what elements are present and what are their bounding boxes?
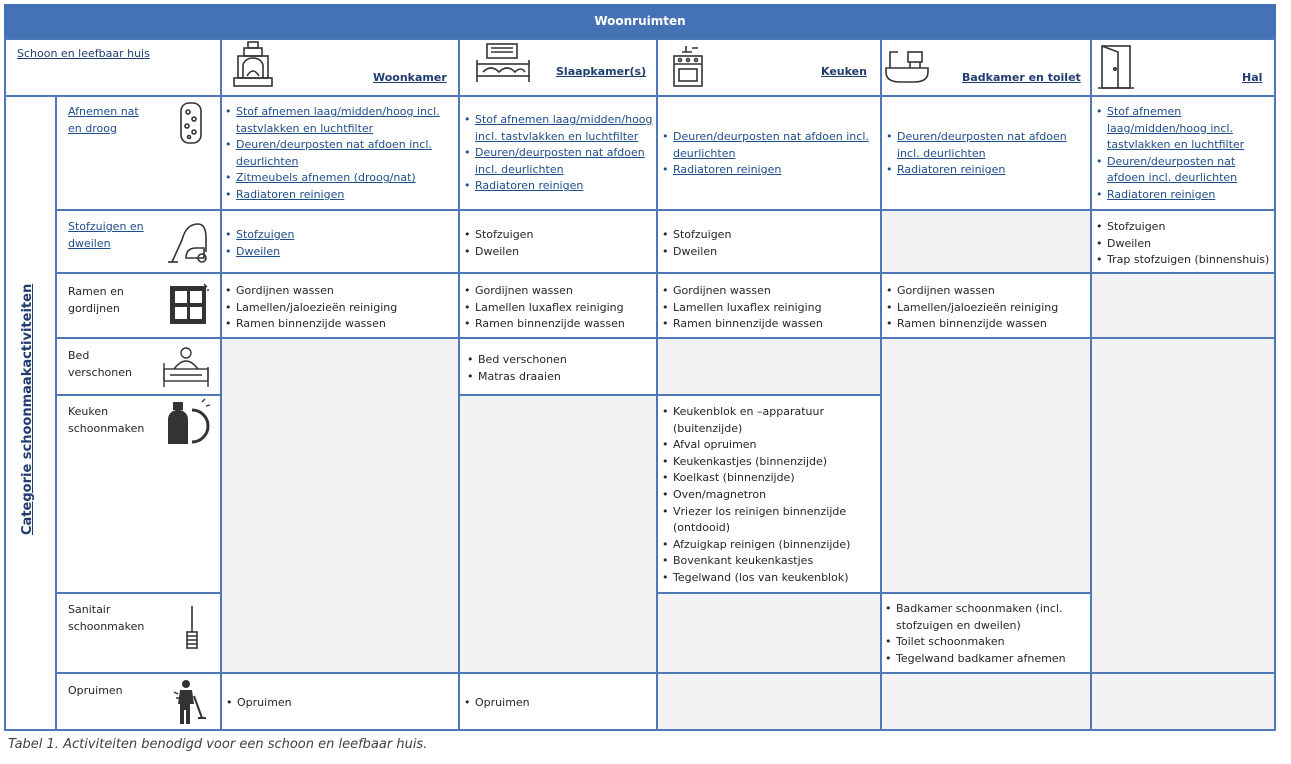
list-item[interactable]: • Zitmeubels afnemen (droog/nat) xyxy=(224,170,454,187)
list-item: • Matras draaien xyxy=(466,369,654,386)
rooms-header-band: Woonruimten xyxy=(4,4,1276,38)
list-item: • Opruimen xyxy=(463,695,655,712)
list-item[interactable]: • Stof afnemen laag/midden/hoog incl. tastvlakken en luchtfilter xyxy=(463,112,655,145)
list-item: • Tegelwand (los van keukenblok) xyxy=(661,570,876,587)
list-item: • Afzuigkap reinigen (binnenzijde) xyxy=(661,537,876,554)
list-item: • Dweilen xyxy=(1095,236,1275,253)
empty-cell xyxy=(658,674,880,730)
table-caption: Tabel 1. Activiteiten benodigd voor een schoon en leefbaar huis. xyxy=(8,737,428,752)
tidying-person-icon xyxy=(172,678,206,726)
list-item: • Stofzuigen xyxy=(1095,219,1275,236)
cell-list-opruimen-woonkamer xyxy=(225,695,455,712)
list-item[interactable]: • Deuren/deurposten nat afdoen incl. deurlichten xyxy=(463,145,655,178)
list-item: • Opruimen xyxy=(225,695,455,712)
list-item: • Keukenblok en –apparatuur (buitenzijde) xyxy=(661,404,876,437)
list-item[interactable]: • Deuren/deurposten nat afdoen incl. deurlichten xyxy=(661,129,876,162)
list-item: • Badkamer schoonmaken (incl. stofzuigen en dweilen) xyxy=(884,601,1084,634)
cell-list-stofzuigen-woonkamer xyxy=(224,227,454,260)
list-item: • Dweilen xyxy=(463,244,655,261)
list-item[interactable]: • Stof afnemen laag/midden/hoog incl. tastvlakken en luchtfilter xyxy=(224,104,454,137)
list-item[interactable]: • Dweilen xyxy=(224,244,454,261)
list-item: • Gordijnen wassen xyxy=(463,283,655,300)
toilet-brush-icon xyxy=(182,604,202,652)
list-item: • Gordijnen wassen xyxy=(224,283,454,300)
sponge-icon xyxy=(178,100,204,146)
cell-list-afnemen-badkamer xyxy=(885,129,1089,179)
list-item: • Bovenkant keukenkastjes xyxy=(661,553,876,570)
list-item[interactable]: • Deuren/deurposten nat afdoen incl. deurlichten xyxy=(224,137,454,170)
list-item: • Dweilen xyxy=(661,244,876,261)
list-item: • Lamellen luxaflex reiniging xyxy=(463,300,655,317)
cell-list-afnemen-slaapkamer xyxy=(463,112,655,195)
empty-cell xyxy=(1091,274,1276,672)
cell-list-opruimen-slaapkamer xyxy=(463,695,655,712)
stove-icon xyxy=(670,42,706,88)
list-item[interactable]: • Radiatoren reinigen xyxy=(661,162,876,179)
category-label: Keuken schoonmaken xyxy=(68,405,145,435)
list-item: • Vriezer los reinigen binnenzijde (ontdooid) xyxy=(661,504,876,537)
empty-cell xyxy=(221,339,459,672)
list-item: • Keukenkastjes (binnenzijde) xyxy=(661,454,876,471)
list-item: • Ramen binnenzijde wassen xyxy=(224,316,454,333)
bath-icon xyxy=(884,46,930,86)
door-icon xyxy=(1096,42,1136,90)
cell-list-ramen-keuken xyxy=(661,283,876,333)
list-item: • Stofzuigen xyxy=(661,227,876,244)
category-label: Ramen en gordijnen xyxy=(68,285,124,315)
list-item: • Oven/magnetron xyxy=(661,487,876,504)
list-item: • Stofzuigen xyxy=(463,227,655,244)
cell-list-afnemen-keuken xyxy=(661,129,876,179)
empty-cell xyxy=(881,211,1090,273)
list-item[interactable]: • Radiatoren reinigen xyxy=(463,178,655,195)
room-header-badkamer: Badkamer en toilet xyxy=(962,71,1081,84)
list-item: • Gordijnen wassen xyxy=(661,283,876,300)
list-item: • Lamellen luxaflex reiniging xyxy=(661,300,876,317)
list-item: • Lamellen/jaloezieën reiniging xyxy=(224,300,454,317)
room-header-keuken: Keuken xyxy=(821,65,867,78)
cell-list-ramen-slaapkamer xyxy=(463,283,655,333)
empty-cell xyxy=(1091,674,1276,730)
cell-list-ramen-badkamer xyxy=(885,283,1089,333)
category-label: Afnemen nat en droog xyxy=(68,105,139,135)
list-item: • Trap stofzuigen (binnenshuis) xyxy=(1095,252,1275,269)
list-item: • Ramen binnenzijde wassen xyxy=(463,316,655,333)
category-label: Bed verschonen xyxy=(68,349,132,379)
vacuum-icon xyxy=(164,218,210,264)
list-item[interactable]: • Deuren/deurposten nat afdoen incl. deurlichten xyxy=(885,129,1089,162)
spray-icon xyxy=(162,398,212,446)
list-item: • Afval opruimen xyxy=(661,437,876,454)
list-item[interactable]: • Radiatoren reinigen xyxy=(224,187,454,204)
cell-list-keuken-keuken xyxy=(661,404,876,587)
list-item: • Koelkast (binnenzijde) xyxy=(661,470,876,487)
room-header-hal: Hal xyxy=(1242,71,1263,84)
list-item[interactable]: • Stofzuigen xyxy=(224,227,454,244)
list-item: • Tegelwand badkamer afnemen xyxy=(884,651,1084,668)
list-item: • Lamellen/jaloezieën reiniging xyxy=(885,300,1089,317)
cell-list-afnemen-woonkamer xyxy=(224,104,454,204)
room-header-woonkamer: Woonkamer xyxy=(373,71,447,84)
side-title: Categorie schoonmaakactiviteiten xyxy=(20,283,35,535)
cell-list-bed-slaapkamer xyxy=(466,352,654,385)
room-header-slaapkamer: Slaapkamer(s) xyxy=(556,65,647,78)
empty-cell xyxy=(658,339,880,395)
category-label: Sanitair schoonmaken xyxy=(68,603,145,633)
cell-list-stofzuigen-slaapkamer xyxy=(463,227,655,260)
cell-list-stofzuigen-hal xyxy=(1095,219,1275,269)
list-item: • Ramen binnenzijde wassen xyxy=(661,316,876,333)
cell-list-ramen-woonkamer xyxy=(224,283,454,333)
bedroom-icon xyxy=(473,42,533,84)
corner-title: Schoon en leefbaar huis xyxy=(17,47,150,60)
list-item[interactable]: • Stof afnemen laag/midden/hoog incl. tastvlakken en luchtfilter xyxy=(1095,104,1275,154)
empty-cell xyxy=(881,339,1090,595)
empty-cell xyxy=(460,395,656,672)
list-item[interactable]: • Radiatoren reinigen xyxy=(885,162,1089,179)
list-item: • Toilet schoonmaken xyxy=(884,634,1084,651)
list-item[interactable]: • Radiatoren reinigen xyxy=(1095,187,1275,204)
fireplace-icon xyxy=(230,40,276,90)
category-label: Stofzuigen en dweilen xyxy=(68,220,144,250)
bed-icon xyxy=(160,345,212,389)
cell-list-afnemen-hal xyxy=(1095,104,1275,204)
empty-cell xyxy=(881,674,1090,730)
list-item[interactable]: • Deuren/deurposten nat afdoen incl. deurlichten xyxy=(1095,154,1275,187)
list-item: • Ramen binnenzijde wassen xyxy=(885,316,1089,333)
window-icon xyxy=(168,282,210,326)
cell-list-stofzuigen-keuken xyxy=(661,227,876,260)
list-item: • Bed verschonen xyxy=(466,352,654,369)
category-label: Opruimen xyxy=(68,684,123,697)
empty-cell xyxy=(658,594,880,672)
list-item: • Gordijnen wassen xyxy=(885,283,1089,300)
cell-list-sanitair-badkamer xyxy=(884,601,1084,667)
